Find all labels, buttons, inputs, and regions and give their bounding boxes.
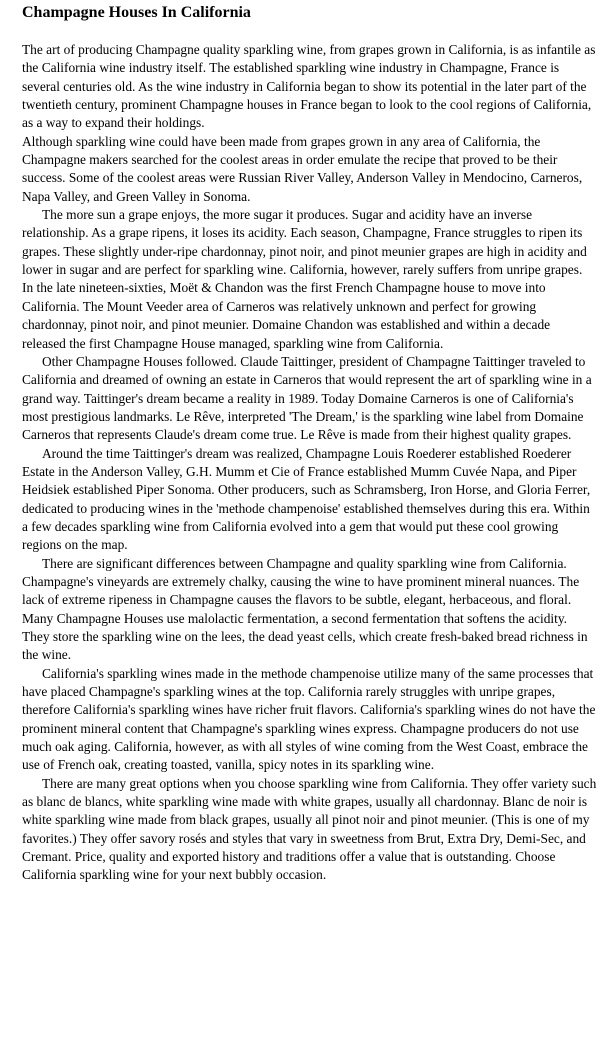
paragraph: California's sparkling wines made in the methode champenoise utilize many of the same processes that have placed Champagne's sparkling wines at the top. California rarely struggles with unripe grapes, therefore California's sparkling wines have richer fruit flavors. California's sparkling wines do not have the prominent mineral content that Champagne's sparkling wines express. Champagne producers do not use much oak aging. California, however, as with all styles of wine coming from the West Coast, embrace the use of French oak, creating toasted, vanilla, spicy notes in its sparkling wine. bbox=[22, 665, 596, 773]
paragraph: Other Champagne Houses followed. Claude Taittinger, president of Champagne Taittinger traveled to California and dreamed of owning an estate in Carneros that would represent the art of sparkling wine in a grand way. Taittinger's dream became a reality in 1989. Today Domaine Carneros is one of California's most prestigious landmarks. Le Rêve, interpreted 'The Dream,' is the sparkling wine label from Domaine Carneros that represents Claude's dream come true. Le Rêve is made from their highest quality grapes. bbox=[22, 353, 592, 443]
paragraph: There are significant differences between Champagne and quality sparkling wine from California. Champagne's vineyards are extremely chalky, causing the wine to have prominent mineral nuances. The lack of extreme ripeness in Champagne causes the flavors to be subtle, elegant, herbaceous, and floral. Many Champagne Houses use malolactic fermentation, a second fermentation that softens the acidity. They store the sparkling wine on the lees, the dead yeast cells, which create fresh-baked bread richness in the wine. bbox=[22, 555, 588, 663]
document-page bbox=[22, 0, 597, 885]
paragraph: In the late nineteen-sixties, Moët & Chandon was the first French Champagne house to move into California. The Mount Veeder area of Carneros was relatively unknown and perfect for growing chardonnay, pinot noir, and pinot meunier. Domaine Chandon was established and within a decade released the first Champagne House managed, sparkling wine from California. bbox=[22, 280, 551, 351]
paragraph: Although sparkling wine could have been made from grapes grown in any area of California, the Champagne makers searched for the coolest areas in order emulate the recipe that proved to be their success. Some of the coolest areas were Russian River Valley, Anderson Valley in Mendocino, Carneros, Napa Valley, and Green Valley in Sonoma. bbox=[22, 133, 583, 204]
paragraph: The art of producing Champagne quality sparkling wine, from grapes grown in California, is as infantile as the California wine industry itself. The established sparkling wine industry in Champagne, France is several centuries old. As the wine industry in California began to show its potential in the later part of the twentieth century, prominent Champagne houses in France began to look to the cool regions of California, as a way to expand their holdings. bbox=[22, 42, 596, 131]
paragraph: There are many great options when you choose sparkling wine from California. They offer variety such as blanc de blancs, white sparkling wine made with white grapes, usually all chardonnay. Blanc de noir is white sparkling wine made from black grapes, usually all pinot noir and pinot meunier. (This is one of my favorites.) They offer savory rosés and styles that vary in sweetness from Brut, Extra Dry, Demi-Sec, and Cremant. Price, quality and exported history and traditions offer a value that is outstanding. Choose California sparkling wine for your next bubbly occasion. bbox=[22, 775, 597, 883]
article-body bbox=[22, 41, 597, 885]
paragraph: The more sun a grape enjoys, the more sugar it produces. Sugar and acidity have an inverse relationship. As a grape ripens, it loses its acidity. Each season, Champagne, France struggles to ripen its grapes. These slightly under-ripe chardonnay, pinot noir, and pinot meunier grapes are high in acidity and lower in sugar and are perfect for sparkling wine. California, however, rarely suffers from unripe grapes. bbox=[22, 207, 587, 278]
paragraph: Around the time Taittinger's dream was realized, Champagne Louis Roederer established Roederer Estate in the Anderson Valley, G.H. Mumm et Cie of France established Mumm Cuvée Napa, and Piper Heidsiek established Piper Sonoma. Other producers, such as Schramsberg, Iron Horse, and Gloria Ferrer, dedicated to producing wines in the 'methode champenoise' established themselves during this era. Within a few decades sparkling wine from California evolved into a gem that would put these cool growing regions on the map. bbox=[22, 445, 591, 553]
page-title: Champagne Houses In California bbox=[22, 4, 251, 21]
